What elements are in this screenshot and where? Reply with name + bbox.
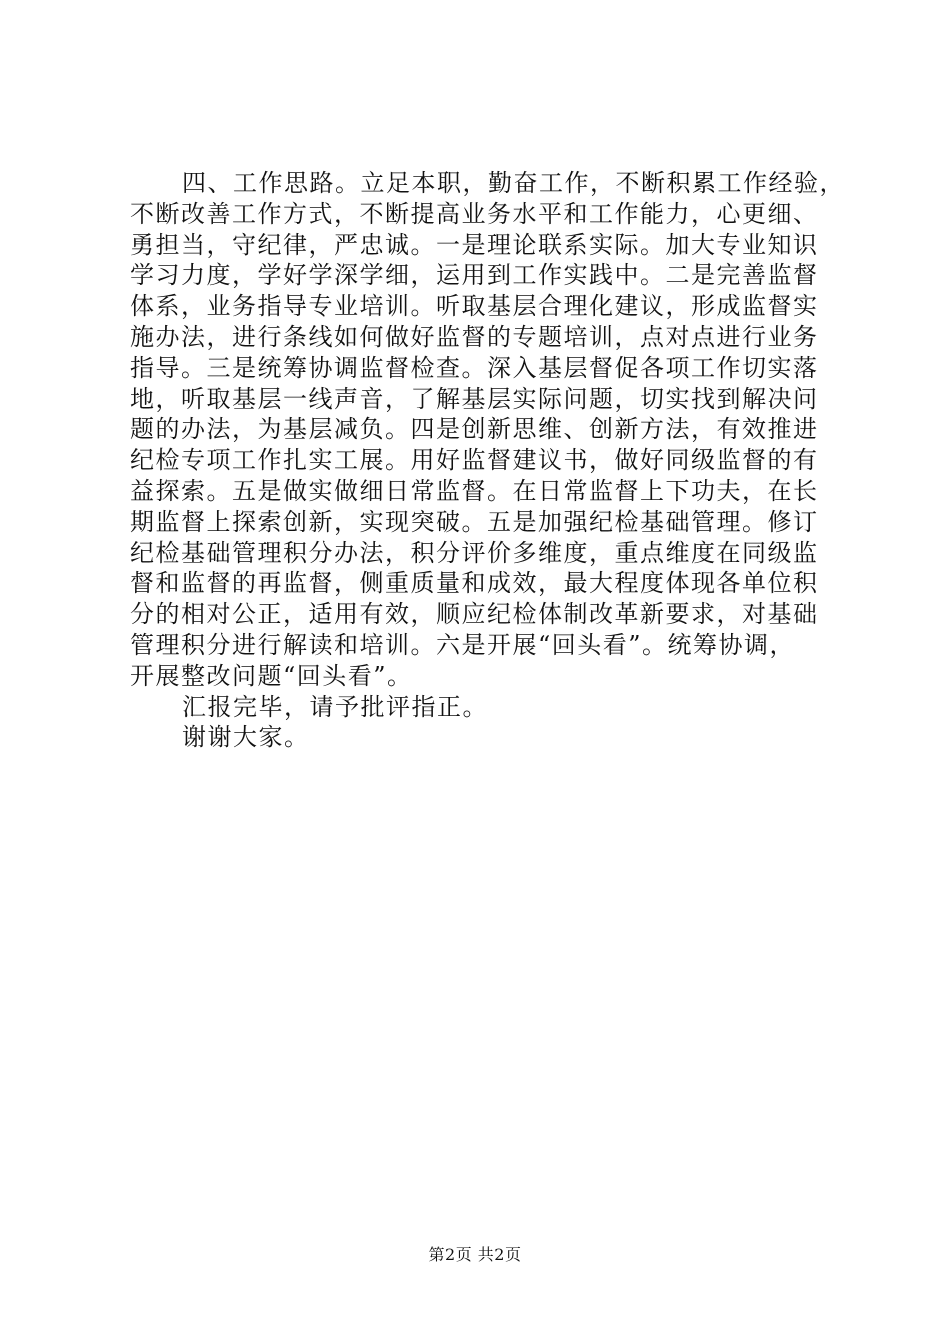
paragraph-line: 四、工作思路。立足本职，勤奋工作，不断积累工作经验， <box>182 169 845 197</box>
paragraph-line: 益探索。五是做实做细日常监督。在日常监督上下功夫，在长 <box>130 476 819 505</box>
document-body <box>130 168 845 753</box>
paragraph-line: 分的相对公正，适用有效，顺应纪检体制改革新要求，对基础 <box>130 600 819 629</box>
paragraph-line: 纪检专项工作扎实工展。用好监督建议书，做好同级监督的有 <box>130 446 819 475</box>
paragraph-line: 施办法，进行条线如何做好监督的专题培训，点对点进行业务 <box>130 322 819 351</box>
page-number-footer: 第2页 共2页 <box>428 1245 522 1264</box>
thanks-line: 谢谢大家。 <box>182 723 310 752</box>
paragraph-line: 学习力度，学好学深学细，运用到工作实践中。二是完善监督 <box>130 261 819 290</box>
paragraph-line: 体系，业务指导专业培训。听取基层合理化建议，形成监督实 <box>130 292 819 321</box>
paragraph-line: 不断改善工作方式，不断提高业务水平和工作能力，心更细、 <box>130 199 819 228</box>
paragraph-line: 纪检基础管理积分办法，积分评价多维度，重点维度在同级监 <box>130 538 819 567</box>
paragraph-line: 题的办法，为基层减负。四是创新思维、创新方法，有效推进 <box>130 415 819 444</box>
paragraph-line: 督和监督的再监督，侧重质量和成效，最大程度体现各单位积 <box>130 569 819 598</box>
paragraph-line: 期监督上探索创新，实现突破。五是加强纪检基础管理。修订 <box>130 507 819 536</box>
paragraph-line: 勇担当，守纪律，严忠诚。一是理论联系实际。加大专业知识 <box>130 230 819 259</box>
closing-line: 汇报完毕，请予批评指正。 <box>182 692 488 721</box>
paragraph-line: 指导。三是统筹协调监督检查。深入基层督促各项工作切实落 <box>130 353 819 382</box>
paragraph-line: 地，听取基层一线声音，了解基层实际问题，切实找到解决问 <box>130 384 819 413</box>
paragraph-line: 开展整改问题“回头看”。 <box>130 661 413 690</box>
paragraph-line: 管理积分进行解读和培训。六是开展“回头看”。统筹协调， <box>130 630 796 659</box>
